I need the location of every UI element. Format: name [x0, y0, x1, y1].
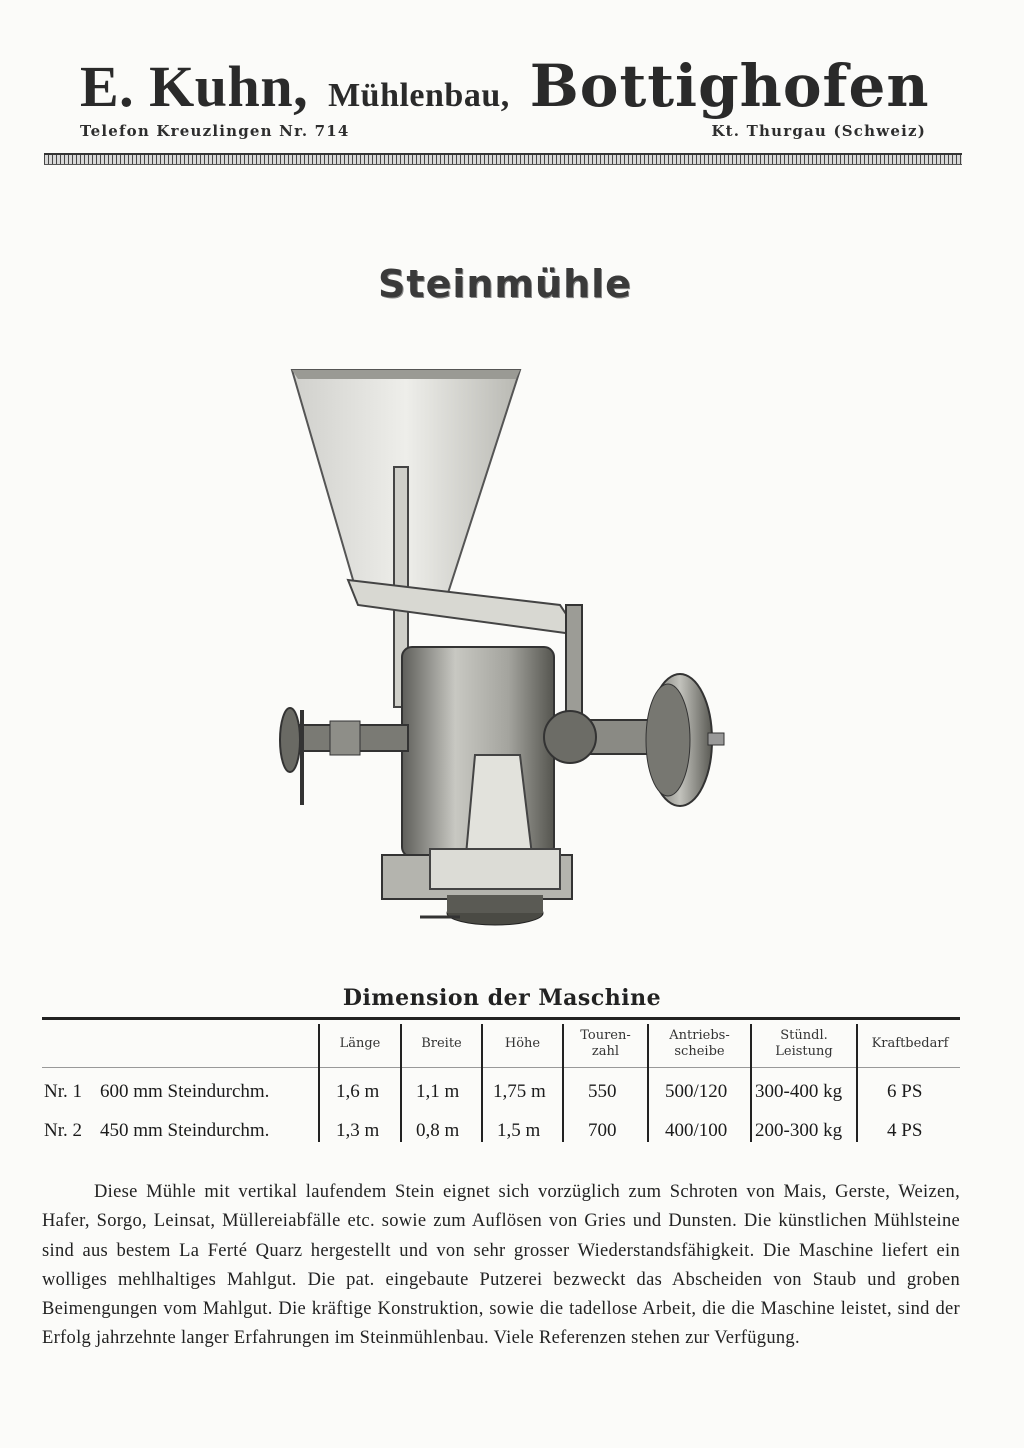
- row2-model: Nr. 2: [44, 1120, 82, 1141]
- row1-laenge: 1,6 m: [336, 1081, 380, 1102]
- row2-touren: 700: [588, 1120, 617, 1141]
- row1-antrieb: 500/120: [665, 1081, 728, 1102]
- row1-model: Nr. 1: [44, 1081, 82, 1102]
- firm-canton: Kt. Thurgau (Schweiz): [711, 122, 926, 140]
- column-header-touren: [564, 1028, 647, 1060]
- row1-diameter: 600 mm Steindurchm.: [100, 1081, 270, 1102]
- table-title: Dimension der Maschine: [342, 985, 662, 1011]
- column-header-antrieb-line2: scheibe: [674, 1044, 725, 1059]
- row1-kraft: 6 PS: [887, 1081, 923, 1102]
- column-header-antrieb: [649, 1028, 750, 1060]
- column-header-antrieb-line1: Antriebs-: [669, 1028, 730, 1043]
- row1-leistung: 300-400 kg: [755, 1081, 843, 1102]
- column-header-leistung: [752, 1028, 856, 1060]
- column-header-touren-line1: Touren-: [580, 1028, 631, 1043]
- column-header-touren-line2: zahl: [591, 1044, 620, 1059]
- firm-trade: Mühlenbau,: [328, 77, 510, 114]
- column-header-leistung-line1: Stündl.: [780, 1028, 828, 1043]
- column-header-hoehe: Höhe: [504, 1036, 541, 1051]
- letterhead-title: [80, 52, 940, 120]
- description-text: Diese Mühle mit vertikal laufendem Stein eignet sich vorzüglich zum Schroten von Mais, Gerste, Weizen, Hafer, Sorgo, Leinsat, Müllereiabfälle etc. sowie zum Auflösen von Gries und Dunsten. Die künstlichen Mühlsteine sind aus bestem La Ferté Quarz hergestellt und von sehr grosser Wiederstandsfähigkeit. Die Maschine liefert ein wolliges mehlhaltiges Mahlgut. Die pat. eingebaute Putzerei bezweckt das Abscheiden von Staub und groben Beimengungen vom Mahlgut. Die kräftige Konstruktion, sowie die tadellose Arbeit, die die Maschine leistet, sind der Erfolg jahrzehnte langer Erfahrungen im Steinmühlenbau. Viele Referenzen stehen zur Verfügung.: [42, 1182, 960, 1349]
- firm-phone: Telefon Kreuzlingen Nr. 714: [80, 122, 350, 140]
- column-header-breite: Breite: [421, 1036, 462, 1051]
- stone-mill-machine-icon: [270, 365, 740, 935]
- row2-antrieb: 400/100: [665, 1120, 728, 1141]
- description-paragraph: [42, 1178, 960, 1354]
- row2-diameter: 450 mm Steindurchm.: [100, 1120, 270, 1141]
- firm-city: Bottighofen: [529, 52, 930, 120]
- row2-leistung: 200-300 kg: [755, 1120, 843, 1141]
- column-header-laenge: Länge: [339, 1036, 381, 1051]
- row2-laenge: 1,3 m: [336, 1120, 380, 1141]
- page-title: Steinmühle: [378, 262, 632, 306]
- table-top-rule: [42, 1017, 960, 1020]
- firm-name: E. Kuhn,: [80, 54, 309, 119]
- column-header-leistung-line2: Leistung: [775, 1044, 833, 1059]
- row2-kraft: 4 PS: [887, 1120, 923, 1141]
- row2-breite: 0,8 m: [416, 1120, 460, 1141]
- letterhead-rule: [44, 153, 962, 165]
- table-header-rule: [42, 1067, 960, 1068]
- row1-touren: 550: [588, 1081, 617, 1102]
- row2-hoehe: 1,5 m: [497, 1120, 541, 1141]
- column-header-kraft: Kraftbedarf: [871, 1036, 949, 1051]
- row1-hoehe: 1,75 m: [493, 1081, 546, 1102]
- row1-breite: 1,1 m: [416, 1081, 460, 1102]
